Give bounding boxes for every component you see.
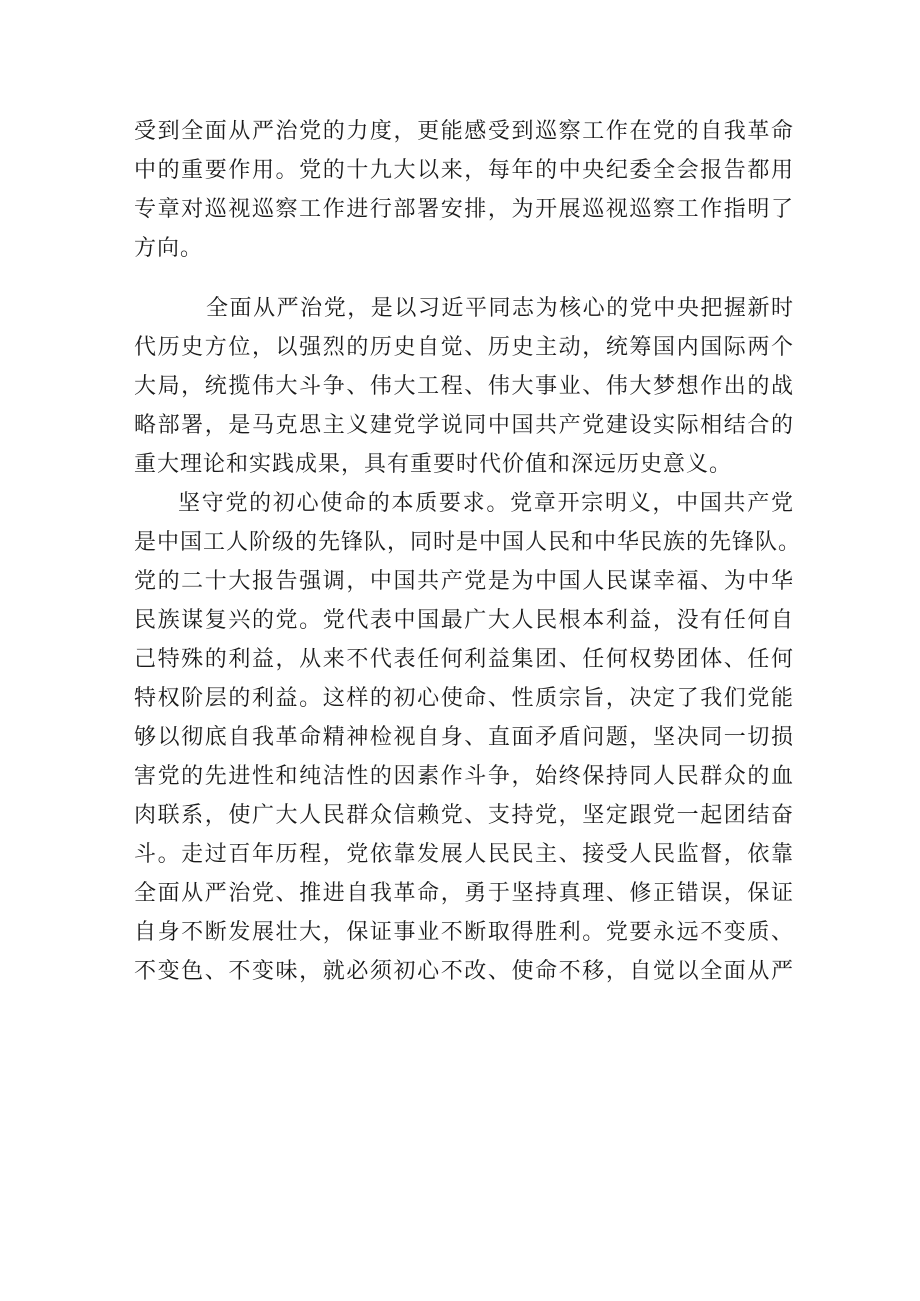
text-line: 略部署，是马克思主义建党学说同中国共产党建设实际相结合的 <box>134 413 794 438</box>
text-line: 坚守党的初心使命的本质要求。党章开宗明义，中国共产党 <box>178 491 794 516</box>
text-line: 特权阶层的利益。这样的初心使命、性质宗旨，决定了我们党能 <box>134 686 794 711</box>
text-line: 斗。走过百年历程，党依靠发展人民民主、接受人民监督，依靠 <box>134 842 794 867</box>
text-line: 专章对巡视巡察工作进行部署安排，为开展巡视巡察工作指明了 <box>134 197 794 222</box>
text-line: 自身不断发展壮大，保证事业不断取得胜利。党要永远不变质、 <box>134 920 794 945</box>
paragraph-3 <box>134 484 802 991</box>
text-line: 受到全面从严治党的力度，更能感受到巡察工作在党的自我革命 <box>134 119 794 144</box>
text-line: 害党的先进性和纯洁性的因素作斗争，始终保持同人民群众的血 <box>134 764 794 789</box>
text-line: 代历史方位，以强烈的历史自觉、历史主动，统筹国内国际两个 <box>134 335 794 360</box>
text-line: 民族谋复兴的党。党代表中国最广大人民根本利益，没有任何自 <box>134 608 794 633</box>
paragraph-spacer <box>134 268 794 289</box>
text-line: 全面从严治党、推进自我革命，勇于坚持真理、修正错误，保证 <box>134 881 794 906</box>
document-body <box>134 112 802 991</box>
text-line: 方向。 <box>134 236 204 261</box>
paragraph-1 <box>134 112 794 268</box>
text-line: 不变色、不变味，就必须初心不改、使命不移，自觉以全面从严 <box>134 959 794 984</box>
text-line: 够以彻底自我革命精神检视自身、直面矛盾问题，坚决同一切损 <box>134 725 794 750</box>
text-line: 肉联系，使广大人民群众信赖党、支持党，坚定跟党一起团结奋 <box>134 803 794 828</box>
text-line: 中的重要作用。党的十九大以来，每年的中央纪委全会报告都用 <box>134 158 794 183</box>
text-line: 是中国工人阶级的先锋队，同时是中国人民和中华民族的先锋队。 <box>134 530 802 555</box>
text-line: 大局，统揽伟大斗争、伟大工程、伟大事业、伟大梦想作出的战 <box>134 374 794 399</box>
paragraph-2 <box>134 289 794 484</box>
text-line: 重大理论和实践成果，具有重要时代价值和深远历史意义。 <box>134 452 733 477</box>
text-line: 全面从严治党，是以习近平同志为核心的党中央把握新时 <box>206 296 794 321</box>
text-line: 党的二十大报告强调，中国共产党是为中国人民谋幸福、为中华 <box>134 569 794 594</box>
text-line: 己特殊的利益，从来不代表任何利益集团、任何权势团体、任何 <box>134 647 794 672</box>
